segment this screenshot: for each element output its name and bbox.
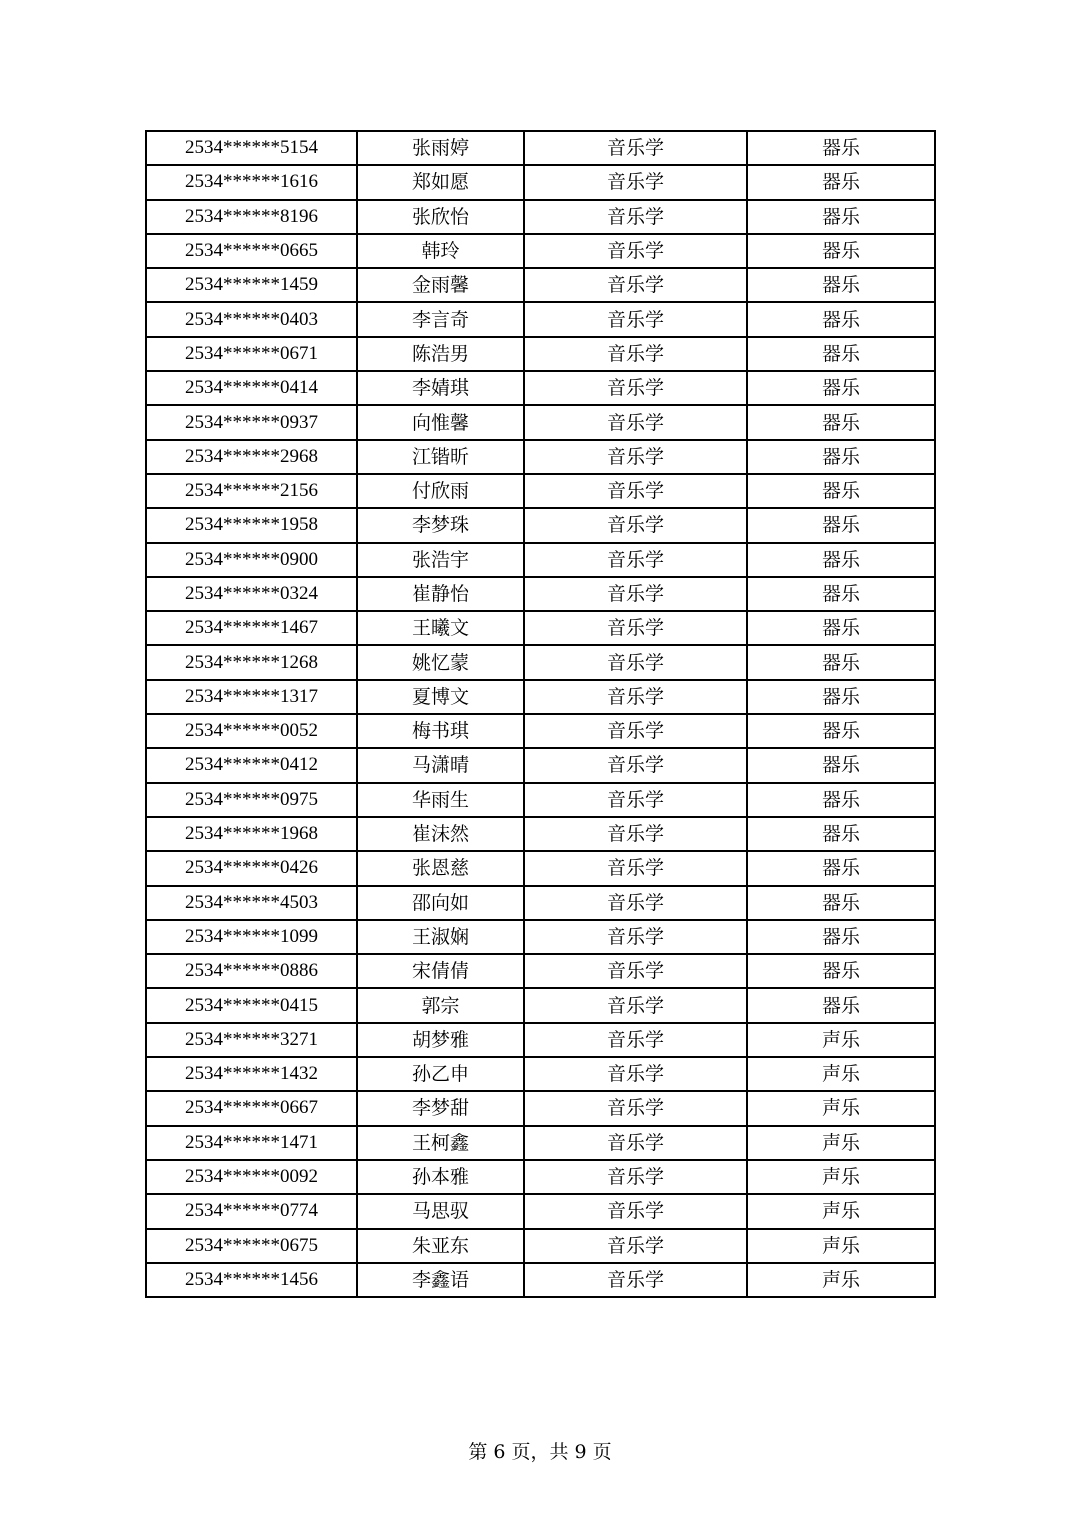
candidate-name-cell: 马潇晴 xyxy=(357,748,524,782)
candidate-id-cell: 2534******5154 xyxy=(146,131,357,165)
major-cell: 音乐学 xyxy=(524,851,747,885)
major-cell: 音乐学 xyxy=(524,508,747,542)
direction-cell: 器乐 xyxy=(747,371,935,405)
major-cell: 音乐学 xyxy=(524,748,747,782)
candidate-name-cell: 孙乙申 xyxy=(357,1057,524,1091)
direction-cell: 器乐 xyxy=(747,165,935,199)
candidate-id-cell: 2534******0665 xyxy=(146,234,357,268)
candidate-id-cell: 2534******1968 xyxy=(146,817,357,851)
candidate-id-cell: 2534******0412 xyxy=(146,748,357,782)
candidate-name-cell: 李梦珠 xyxy=(357,508,524,542)
candidate-id-cell: 2534******0052 xyxy=(146,714,357,748)
direction-cell: 器乐 xyxy=(747,543,935,577)
major-cell: 音乐学 xyxy=(524,680,747,714)
major-cell: 音乐学 xyxy=(524,405,747,439)
direction-cell: 声乐 xyxy=(747,1229,935,1263)
table-row xyxy=(146,200,935,234)
candidate-name-cell: 梅书琪 xyxy=(357,714,524,748)
direction-cell: 器乐 xyxy=(747,577,935,611)
major-cell: 音乐学 xyxy=(524,165,747,199)
direction-cell: 器乐 xyxy=(747,748,935,782)
candidate-id-cell: 2534******0975 xyxy=(146,783,357,817)
candidate-name-cell: 胡梦雅 xyxy=(357,1023,524,1057)
major-cell: 音乐学 xyxy=(524,1263,747,1297)
table-row xyxy=(146,611,935,645)
table-row xyxy=(146,1263,935,1297)
candidate-id-cell: 2534******0414 xyxy=(146,371,357,405)
table-row xyxy=(146,405,935,439)
direction-cell: 声乐 xyxy=(747,1126,935,1160)
direction-cell: 器乐 xyxy=(747,920,935,954)
direction-cell: 声乐 xyxy=(747,1023,935,1057)
candidate-id-cell: 2534******0671 xyxy=(146,337,357,371)
candidate-name-cell: 李言奇 xyxy=(357,302,524,336)
candidate-name-cell: 张恩慈 xyxy=(357,851,524,885)
table-row xyxy=(146,131,935,165)
major-cell: 音乐学 xyxy=(524,714,747,748)
candidate-id-cell: 2534******3271 xyxy=(146,1023,357,1057)
page-footer xyxy=(0,1437,1080,1464)
table-row xyxy=(146,680,935,714)
table-row xyxy=(146,988,935,1022)
major-cell: 音乐学 xyxy=(524,131,747,165)
major-cell: 音乐学 xyxy=(524,200,747,234)
candidate-id-cell: 2534******2156 xyxy=(146,474,357,508)
candidate-id-cell: 2534******0667 xyxy=(146,1091,357,1125)
major-cell: 音乐学 xyxy=(524,1091,747,1125)
major-cell: 音乐学 xyxy=(524,988,747,1022)
table-row xyxy=(146,508,935,542)
candidate-id-cell: 2534******0426 xyxy=(146,851,357,885)
candidate-name-cell: 华雨生 xyxy=(357,783,524,817)
admission-list-table xyxy=(145,130,936,1298)
candidate-name-cell: 宋倩倩 xyxy=(357,954,524,988)
major-cell: 音乐学 xyxy=(524,645,747,679)
candidate-id-cell: 2534******1616 xyxy=(146,165,357,199)
candidate-name-cell: 孙本雅 xyxy=(357,1160,524,1194)
table-row xyxy=(146,783,935,817)
table-row xyxy=(146,748,935,782)
direction-cell: 器乐 xyxy=(747,302,935,336)
candidate-id-cell: 2534******1317 xyxy=(146,680,357,714)
major-cell: 音乐学 xyxy=(524,371,747,405)
candidate-name-cell: 李婧琪 xyxy=(357,371,524,405)
table-row xyxy=(146,543,935,577)
table-row xyxy=(146,302,935,336)
candidate-id-cell: 2534******4503 xyxy=(146,886,357,920)
major-cell: 音乐学 xyxy=(524,1229,747,1263)
candidate-id-cell: 2534******1432 xyxy=(146,1057,357,1091)
candidate-name-cell: 张欣怡 xyxy=(357,200,524,234)
table-body xyxy=(146,131,935,1297)
table-row xyxy=(146,1057,935,1091)
direction-cell: 器乐 xyxy=(747,234,935,268)
major-cell: 音乐学 xyxy=(524,474,747,508)
candidate-id-cell: 2534******1471 xyxy=(146,1126,357,1160)
major-cell: 音乐学 xyxy=(524,543,747,577)
candidate-id-cell: 2534******1099 xyxy=(146,920,357,954)
table-row xyxy=(146,851,935,885)
major-cell: 音乐学 xyxy=(524,577,747,611)
candidate-id-cell: 2534******1459 xyxy=(146,268,357,302)
direction-cell: 声乐 xyxy=(747,1057,935,1091)
candidate-id-cell: 2534******0937 xyxy=(146,405,357,439)
major-cell: 音乐学 xyxy=(524,886,747,920)
table-row xyxy=(146,920,935,954)
direction-cell: 器乐 xyxy=(747,783,935,817)
major-cell: 音乐学 xyxy=(524,1194,747,1228)
candidate-name-cell: 郑如愿 xyxy=(357,165,524,199)
candidate-name-cell: 李梦甜 xyxy=(357,1091,524,1125)
candidate-name-cell: 郭宗 xyxy=(357,988,524,1022)
candidate-id-cell: 2534******0403 xyxy=(146,302,357,336)
candidate-name-cell: 张浩宇 xyxy=(357,543,524,577)
direction-cell: 声乐 xyxy=(747,1194,935,1228)
major-cell: 音乐学 xyxy=(524,817,747,851)
major-cell: 音乐学 xyxy=(524,234,747,268)
table-row xyxy=(146,1160,935,1194)
direction-cell: 声乐 xyxy=(747,1263,935,1297)
candidate-name-cell: 夏博文 xyxy=(357,680,524,714)
candidate-name-cell: 马思驭 xyxy=(357,1194,524,1228)
direction-cell: 器乐 xyxy=(747,268,935,302)
candidate-name-cell: 向惟馨 xyxy=(357,405,524,439)
table-row xyxy=(146,234,935,268)
direction-cell: 器乐 xyxy=(747,680,935,714)
table-row xyxy=(146,1023,935,1057)
major-cell: 音乐学 xyxy=(524,611,747,645)
direction-cell: 器乐 xyxy=(747,851,935,885)
table-row xyxy=(146,1091,935,1125)
direction-cell: 器乐 xyxy=(747,886,935,920)
candidate-id-cell: 2534******8196 xyxy=(146,200,357,234)
direction-cell: 器乐 xyxy=(747,440,935,474)
major-cell: 音乐学 xyxy=(524,1160,747,1194)
direction-cell: 声乐 xyxy=(747,1160,935,1194)
table-row xyxy=(146,474,935,508)
direction-cell: 器乐 xyxy=(747,714,935,748)
candidate-id-cell: 2534******0886 xyxy=(146,954,357,988)
candidate-name-cell: 崔沫然 xyxy=(357,817,524,851)
direction-cell: 器乐 xyxy=(747,200,935,234)
major-cell: 音乐学 xyxy=(524,783,747,817)
candidate-name-cell: 王淑娴 xyxy=(357,920,524,954)
major-cell: 音乐学 xyxy=(524,337,747,371)
major-cell: 音乐学 xyxy=(524,1023,747,1057)
direction-cell: 器乐 xyxy=(747,337,935,371)
table-row xyxy=(146,1194,935,1228)
candidate-name-cell: 陈浩男 xyxy=(357,337,524,371)
candidate-name-cell: 王柯鑫 xyxy=(357,1126,524,1160)
table-row xyxy=(146,1126,935,1160)
table-row xyxy=(146,954,935,988)
candidate-id-cell: 2534******2968 xyxy=(146,440,357,474)
candidate-name-cell: 韩玲 xyxy=(357,234,524,268)
direction-cell: 器乐 xyxy=(747,817,935,851)
direction-cell: 器乐 xyxy=(747,474,935,508)
candidate-name-cell: 金雨馨 xyxy=(357,268,524,302)
table-row xyxy=(146,371,935,405)
table-row xyxy=(146,337,935,371)
table-row xyxy=(146,577,935,611)
page-number-label: 第 6 页，共 9 页 xyxy=(468,1441,612,1463)
major-cell: 音乐学 xyxy=(524,302,747,336)
direction-cell: 器乐 xyxy=(747,954,935,988)
candidate-id-cell: 2534******0774 xyxy=(146,1194,357,1228)
candidate-name-cell: 张雨婷 xyxy=(357,131,524,165)
major-cell: 音乐学 xyxy=(524,1126,747,1160)
candidate-name-cell: 江锴昕 xyxy=(357,440,524,474)
candidate-name-cell: 付欣雨 xyxy=(357,474,524,508)
major-cell: 音乐学 xyxy=(524,440,747,474)
candidate-name-cell: 李鑫语 xyxy=(357,1263,524,1297)
candidate-name-cell: 崔静怡 xyxy=(357,577,524,611)
candidate-name-cell: 邵向如 xyxy=(357,886,524,920)
candidate-id-cell: 2534******1958 xyxy=(146,508,357,542)
major-cell: 音乐学 xyxy=(524,268,747,302)
major-cell: 音乐学 xyxy=(524,954,747,988)
direction-cell: 器乐 xyxy=(747,645,935,679)
table-row xyxy=(146,714,935,748)
direction-cell: 器乐 xyxy=(747,405,935,439)
candidate-id-cell: 2534******1456 xyxy=(146,1263,357,1297)
candidate-name-cell: 姚忆蒙 xyxy=(357,645,524,679)
candidate-id-cell: 2534******0324 xyxy=(146,577,357,611)
major-cell: 音乐学 xyxy=(524,920,747,954)
direction-cell: 器乐 xyxy=(747,988,935,1022)
candidate-id-cell: 2534******1268 xyxy=(146,645,357,679)
table-row xyxy=(146,165,935,199)
table-row xyxy=(146,1229,935,1263)
direction-cell: 器乐 xyxy=(747,611,935,645)
table-row xyxy=(146,645,935,679)
candidate-id-cell: 2534******1467 xyxy=(146,611,357,645)
direction-cell: 器乐 xyxy=(747,508,935,542)
candidate-id-cell: 2534******0092 xyxy=(146,1160,357,1194)
candidate-id-cell: 2534******0675 xyxy=(146,1229,357,1263)
direction-cell: 声乐 xyxy=(747,1091,935,1125)
major-cell: 音乐学 xyxy=(524,1057,747,1091)
table-row xyxy=(146,268,935,302)
table-row xyxy=(146,886,935,920)
candidate-name-cell: 朱亚东 xyxy=(357,1229,524,1263)
candidate-name-cell: 王曦文 xyxy=(357,611,524,645)
table-row xyxy=(146,440,935,474)
table-row xyxy=(146,817,935,851)
direction-cell: 器乐 xyxy=(747,131,935,165)
candidate-id-cell: 2534******0415 xyxy=(146,988,357,1022)
candidate-id-cell: 2534******0900 xyxy=(146,543,357,577)
